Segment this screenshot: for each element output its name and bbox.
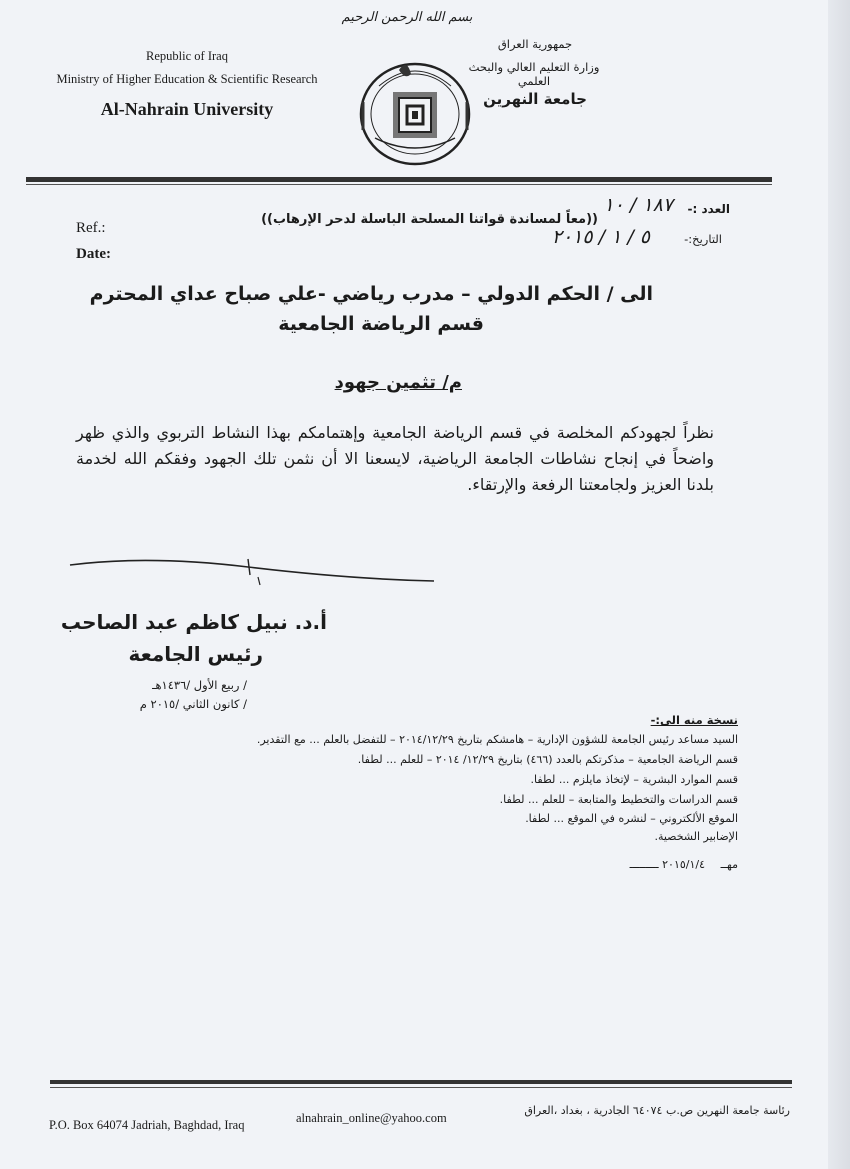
number-value: ١٨٧ / ١٠ [603,194,673,216]
addressee-line-1: الى / الحكم الدولي – مدرب رياضي -علي صباح عداي المحترم [89,283,653,305]
en-university: Al-Nahrain University [100,99,274,119]
copy-line-5: الموقع الألكتروني – لنشره في الموقع ... لطفا. [525,812,738,825]
ar-university: جامعة النهرين [483,90,587,108]
hijri-date: / ربيع الأول /١٤٣٦هـ [152,678,247,692]
university-seal-logo [349,58,481,168]
copy-line-3: قسم الموارد البشرية – لإتخاذ مايلزم ... لطفا. [530,773,738,786]
header-divider-thin [26,184,772,185]
copy-line-4: قسم الدراسات والتخطيط والمتابعة – للعلم ... لطفا. [499,793,738,806]
date-label-ar: التاريخ:- [684,232,722,246]
clerk-mark: مهــ [720,858,738,871]
en-ministry: Ministry of Higher Education & Scientific Research [56,72,318,86]
copy-line-6: الإضابير الشخصية. [654,830,738,843]
footer-divider-thin [50,1087,792,1088]
ref-label: Ref.: [76,220,106,236]
footer-po-box: P.O. Box 64074 Jadriah, Baghdad, Iraq [49,1118,245,1132]
slogan: ((معاً لمساندة قواتنا المسلحة الباسلة لدحر الإرهاب)) [261,212,598,227]
number-label: العدد :- [687,202,730,216]
page-edge-shadow [828,0,850,1169]
signatory-title: رئيس الجامعة [128,642,263,666]
en-country: Republic of Iraq [146,49,228,63]
footer-email: alnahrain_online@yahoo.com [296,1111,447,1125]
addressee-line-2: قسم الرياضة الجامعية [278,313,484,335]
letter-body: نظراً لجهودكم المخلصة في قسم الرياضة الجامعية وإهتمامكم بهذا النشاط التربوي والذي ظهر واضحاً في إنجاح نشاطات الجامعة الرياضية، لايسعنا الا أن نثمن تلك الجهود وفقكم الله لخدمة بلدنا العزيز ولجامعتنا الرفعة والإرتقاء. [76,423,714,494]
copies-heading: نسخة منه الى:- [650,713,738,727]
header-divider [26,177,772,182]
footer-divider [50,1080,792,1084]
date-label: Date: [76,246,111,262]
ar-ministry: وزارة التعليم العالي والبحث العلمي [468,60,600,88]
gregorian-date: / كانون الثاني /٢٠١٥ م [139,697,247,711]
copy-line-1: السيد مساعد رئيس الجامعة للشؤون الإدارية – هامشكم بتاريخ ٢٠١٤/١٢/٢٩ – للتفضل بالعلم ... مع التقدير. [256,733,738,746]
basmala: بسم الله الرحمن الرحيم [341,10,473,25]
ar-country: جمهورية العراق [497,37,573,51]
date-value: ٥ / ١ / ٢٠١٥ [551,226,650,248]
copy-line-2: قسم الرياضة الجامعية – مذكرتكم بالعدد (٤٦٦) بتاريخ ١٢/٢٩/ ٢٠١٤ – للعلم ... لطفا. [357,753,738,766]
handwritten-signature [68,555,448,595]
subject: م/ تثمين جهود [334,372,462,393]
clerk-date: ٢٠١٥/١/٤ ـــــــــ [629,858,705,871]
signatory-name: أ.د. نبيل كاظم عبد الصاحب [60,610,327,634]
footer-ar-address: رئاسة جامعة النهرين ص.ب ٦٤٠٧٤ الجادرية ، بغداد ،العراق [524,1104,790,1117]
